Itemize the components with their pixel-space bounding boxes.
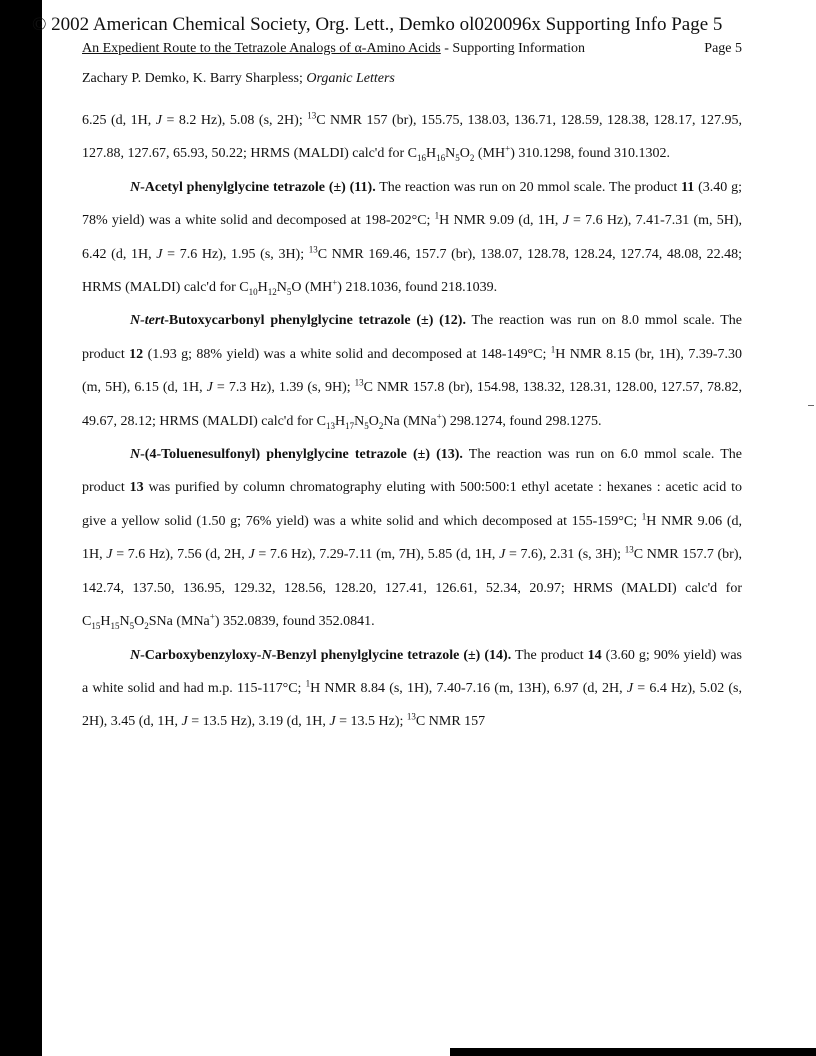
paper-title: An Expedient Route to the Tetrazole Analogs of α-Amino Acids (82, 41, 441, 56)
compound-heading: N-tert-Butoxycarbonyl phenylglycine tetrazole (±) (12). (130, 313, 466, 329)
page-number: Page 5 (704, 41, 742, 56)
journal-name: Organic Letters (306, 71, 395, 86)
author-line (82, 71, 395, 87)
paragraph-compound-14: N-Carboxybenzyloxy-N-Benzyl phenylglycine tetrazole (±) (14). The product 14 (3.60 g; 90% yield) was a white solid and had m.p. 115-117°C; $^1$H NMR 8.84 (s, 1H), 7.40-7.16 (m, 13H), 6.97 (d, 2H, J = 6.4 Hz), 5.02 (s, 2H), 3.45 (d, 1H, J = 13.5 Hz), 3.19 (d, 1H, J = 13.5 Hz); $^{13}$C NMR 157 (82, 647, 742, 730)
copyright-banner: © 2002 American Chemical Society, Org. Lett., Demko ol020096x Supporting Info Page 5 (32, 14, 723, 35)
paragraph-compound-12: N-tert-Butoxycarbonyl phenylglycine tetrazole (±) (12). The reaction was run on 8.0 mmol scale. The product 12 (1.93 g; 88% yield) was a white solid and decomposed at 148-149°C; $^1$H NMR 8.15 (br, 1H), 7.39-7.30 (m, 5H), 6.15 (d, 1H, J = 7.3 Hz), 1.39 (s, 9H); $^{13}$C NMR 157.8 (br), 154.98, 138.32, 128.31, 128.00, 127.57, 78.82, 49.67, 28.12; HRMS (MALDI) calc'd for $C_{13}H_{17}N_5O_2Na$ (MNa+) 298.1274, found 298.1275. (82, 313, 742, 431)
author-names: Zachary P. Demko, K. Barry Sharpless; (82, 71, 303, 86)
compound-heading: N-Acetyl phenylglycine tetrazole (±) (11). (130, 179, 376, 195)
running-header (82, 41, 742, 57)
paper-title-suffix: - Supporting Information (440, 41, 586, 56)
compound-heading: N-(4-Toluenesulfonyl) phenylglycine tetrazole (±) (13). (130, 447, 463, 463)
paragraph-continued: 6.25 (d, 1H, J = 8.2 Hz), 5.08 (s, 2H); $^{13}$C NMR 157 (br), 155.75, 138.03, 136.71, 128.59, 128.38, 128.17, 127.95, 127.88, 127.67, 65.93, 50.22; HRMS (MALDI) calc'd for $C_{16}H_{16}N_5O_2$ (MH+) 310.1298, found 310.1302. (82, 110, 742, 164)
compound-heading: N-Carboxybenzyloxy-N-Benzyl phenylglycine tetrazole (±) (14). (130, 647, 512, 663)
paragraph-compound-11: N-Acetyl phenylglycine tetrazole (±) (11). The reaction was run on 20 mmol scale. The product 11 (3.40 g; 78% yield) was a white solid and decomposed at 198-202°C; $^1$H NMR 9.09 (d, 1H, J = 7.6 Hz), 7.41-7.31 (m, 5H), 6.42 (d, 1H, J = 7.6 Hz), 1.95 (s, 3H); $^{13}$C NMR 169.46, 157.7 (br), 138.07, 128.78, 128.24, 127.74, 48.08, 22.48; HRMS (MALDI) calc'd for $C_{10}H_{12}N_5O$ (MH+) 218.1036, found 218.1039. (82, 179, 743, 297)
scan-edge-bottom (450, 1048, 816, 1056)
paragraph-compound-13: N-(4-Toluenesulfonyl) phenylglycine tetrazole (±) (13). The reaction was run on 6.0 mmol scale. The product 13 was purified by column chromatography eluting with 500:500:1 ethyl acetate : hexanes : acetic acid to give a yellow solid (1.50 g; 76% yield) was a white solid and which decomposed at 155-159°C; $^1$H NMR 9.06 (d, 1H, J = 7.6 Hz), 7.56 (d, 2H, J = 7.6 Hz), 7.29-7.11 (m, 7H), 5.85 (d, 1H, J = 7.6), 2.31 (s, 3H); $^{13}$C NMR 157.7 (br), 142.74, 137.50, 136.95, 129.32, 128.56, 128.20, 127.41, 126.61, 52.34, 20.97; HRMS (MALDI) calc'd for $C_{15}H_{15}N_5O_2SNa$ (MNa+) 352.0839, found 352.0841. (82, 447, 742, 631)
body-text (82, 104, 742, 739)
scan-edge-left (0, 0, 42, 1056)
scan-mark (808, 405, 814, 406)
